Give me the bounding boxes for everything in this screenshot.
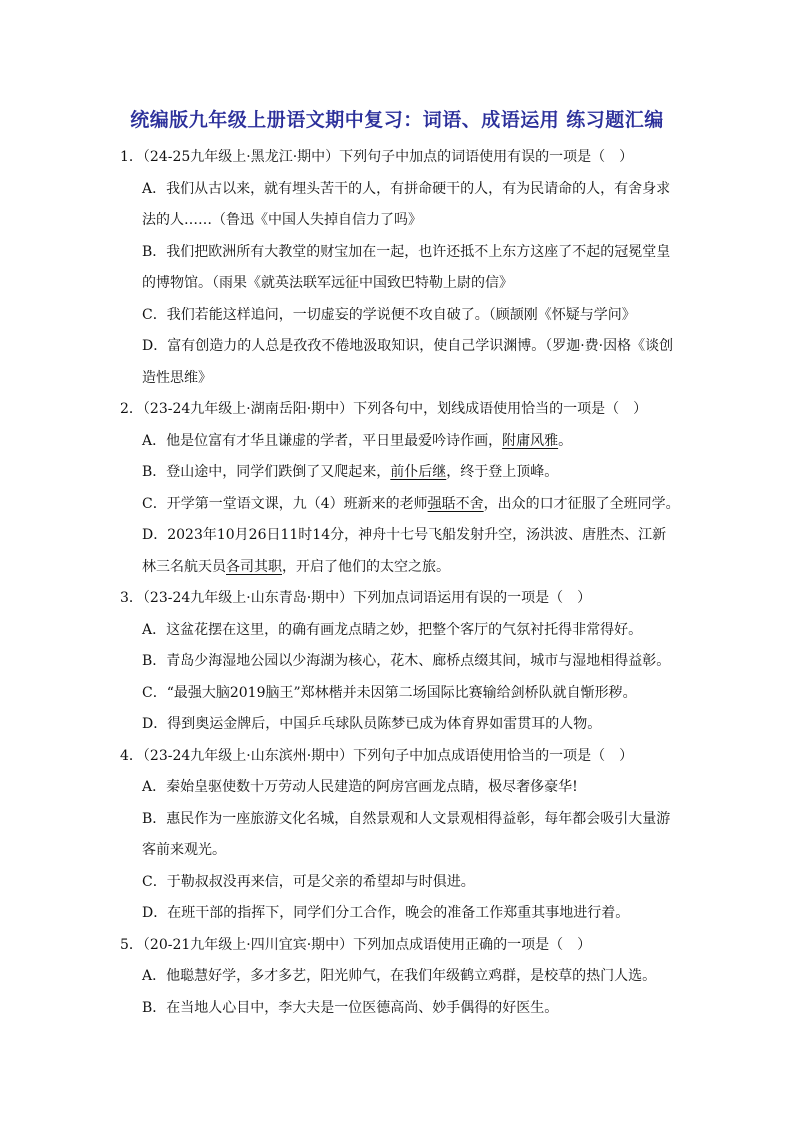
question-block xyxy=(120,394,680,583)
answer-option xyxy=(142,804,680,867)
option-text-end: ，出众的口才征服了全班同学。 xyxy=(483,495,680,512)
option-text: A．我们从古以来，就有埋头苦干的人，有拼命硬干的人，有为民请命的人，有舍身求法的人……（鲁迅《中国人失掉自信力了吗》 xyxy=(142,180,671,228)
answer-option xyxy=(142,615,680,647)
option-text: D．在班干部的指挥下，同学们分工合作，晚会的准备工作郑重其事地进行着。 xyxy=(142,905,630,921)
answer-option xyxy=(142,898,680,930)
question-stem: 2．（23-24九年级上·湖南岳阳·期中）下列各句中，划线成语使用恰当的一项是（ ） xyxy=(120,401,648,417)
option-text: B．我们把欧洲所有大教堂的财宝加在一起，也许还抵不上东方这座了不起的冠冕堂皇的博物馆。（雨果《就英法联军远征中国致巴特勒上尉的信》 xyxy=(142,243,671,291)
option-text: A．他是位富有才华且谦虚的学者，平日里最爱吟诗作画， xyxy=(142,432,503,449)
answer-option xyxy=(142,772,680,804)
question-block xyxy=(120,930,680,1025)
option-text: B．登山途中，同学们跌倒了又爬起来， xyxy=(142,464,391,480)
option-text: D．2023年10月26日11时14分，神舟十七号飞船发射升空，汤洪波、唐胜杰、江新林三名航天员 xyxy=(142,527,667,575)
question-stem: 3．（23-24九年级上·山东青岛·期中）下列加点词语运用有误的一项是（ ） xyxy=(120,590,592,606)
answer-option xyxy=(142,646,680,678)
option-text: A．他聪慧好学，多才多艺，阳光帅气，在我们年级鹤立鸡群，是校草的热门人选。 xyxy=(142,968,657,984)
option-text: C．开学第一堂语文课，九（4）班新来的老师 xyxy=(142,495,428,512)
answer-option xyxy=(142,867,680,899)
document-title: 统编版九年级上册语文期中复习：词语、成语运用 练习题汇编 xyxy=(130,109,664,131)
answer-option xyxy=(142,709,680,741)
option-text-end: ，开启了他们的太空之旅。 xyxy=(282,558,450,575)
option-text: D．得到奥运金牌后，中国乒乓球队员陈梦已成为体育界如雷贯耳的人物。 xyxy=(142,716,602,732)
answer-option xyxy=(142,174,680,237)
answer-option xyxy=(142,237,680,300)
question-block xyxy=(120,583,680,741)
option-text: B．惠民作为一座旅游文化名城，自然景观和人文景观相得益彰，每年都会吸引大量游客前来观光。 xyxy=(142,810,671,858)
option-text: A．这盆花摆在这里，的确有画龙点睛之妙，把整个客厅的气氛衬托得非常得好。 xyxy=(142,621,643,638)
question-stem: 5．（20-21九年级上·四川宜宾·期中）下列加点成语使用正确的一项是（ ） xyxy=(120,936,592,953)
question-block xyxy=(120,741,680,930)
option-text: D．富有创造力的人总是孜孜不倦地汲取知识，使自己学识渊博。（罗迦·费·因格《谈创造性思维》 xyxy=(142,338,674,386)
answer-option xyxy=(142,457,680,489)
option-text-end: 。 xyxy=(558,432,573,449)
option-text-end: ，终于登上顶峰。 xyxy=(446,464,559,480)
question-stem: 1．（24-25九年级上·黑龙江·期中）下列句子中加点的词语使用有误的一项是（ ） xyxy=(120,149,634,165)
option-text: B．青岛少海湿地公园以少海湖为核心，花木、廊桥点缀其间，城市与湿地相得益彰。 xyxy=(142,653,671,669)
question-block xyxy=(120,142,680,394)
underlined-idiom: 强聒不舍 xyxy=(427,495,484,512)
question-stem: 4．（23-24九年级上·山东滨州·期中）下列句子中加点成语使用恰当的一项是（ ） xyxy=(120,747,634,764)
underlined-idiom: 各司其职 xyxy=(226,558,282,575)
answer-option xyxy=(142,961,680,993)
answer-option xyxy=(142,300,680,332)
option-text: C．于勒叔叔没再来信，可是父亲的希望却与时俱进。 xyxy=(142,873,475,890)
answer-option xyxy=(142,678,680,710)
underlined-idiom: 前仆后继 xyxy=(390,464,447,480)
option-text: C．“最强大脑2019脑王”郑林楷并未因第二场国际比赛输给剑桥队就自惭形秽。 xyxy=(142,684,637,701)
option-text: B．在当地人心目中，李大夫是一位医德高尚、妙手偶得的好医生。 xyxy=(142,999,559,1016)
answer-option xyxy=(142,489,680,521)
option-text: C．我们若能这样追问，一切虚妄的学说便不攻自破了。（顾颉刚《怀疑与学问》 xyxy=(142,306,636,323)
question-list xyxy=(120,142,680,1024)
answer-option xyxy=(142,520,680,583)
answer-option xyxy=(142,993,680,1025)
option-text: A．秦始皇驱使数十万劳动人民建造的阿房宫画龙点睛，极尽奢侈豪华! xyxy=(142,779,578,795)
answer-option xyxy=(142,426,680,458)
answer-option xyxy=(142,331,680,394)
underlined-idiom: 附庸风雅 xyxy=(502,432,559,449)
